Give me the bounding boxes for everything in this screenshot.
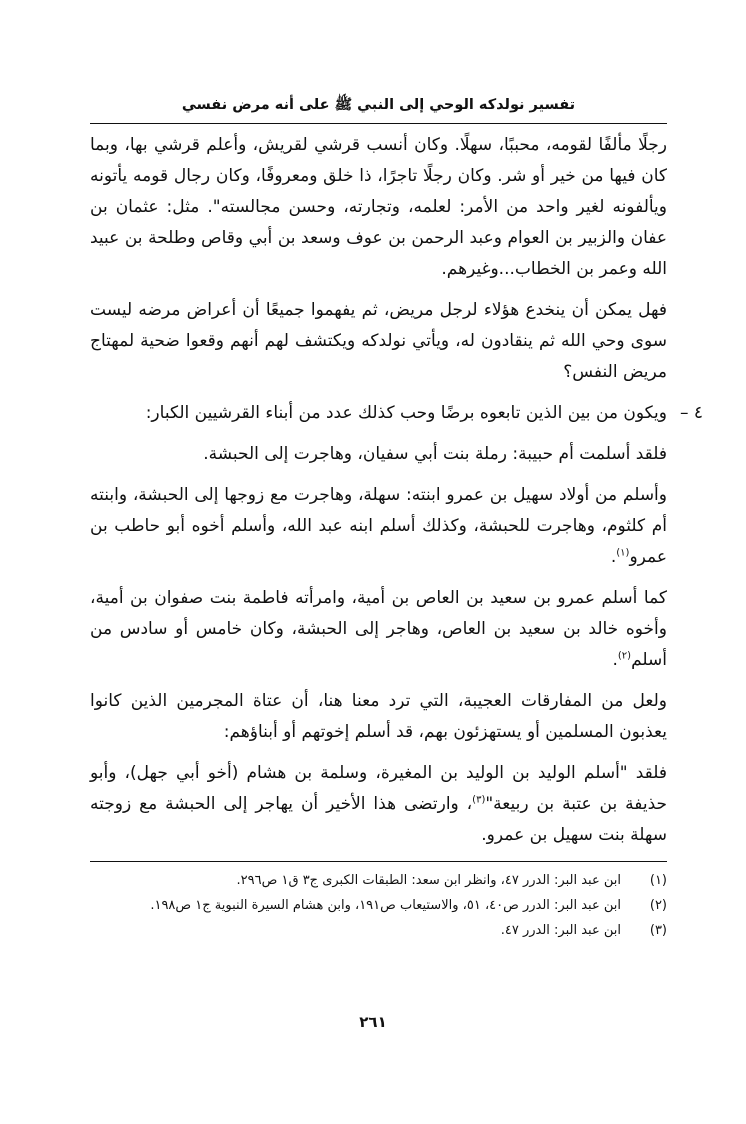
paragraph-irony: ولعل من المفارقات العجيبة، التي ترد معنا هنا، أن عتاة المجرمين الذين كانوا يعذبون المسلمين أو يستهزئون بهم، قد أسلم إخوتهم أو أبناؤهم:	[90, 691, 667, 742]
footnote-text: ابن عبد البر: الدرر ص٤٠، ٥١، والاستيعاب ص١٩١، وابن هشام السيرة النبوية ج١ ص١٩٨.	[150, 898, 621, 913]
footnote-number: (٢)	[649, 898, 667, 913]
footnote-number: (١)	[649, 873, 667, 888]
paragraph-walid-text: فلقد "أسلم الوليد بن الوليد بن المغيرة، وسلمة بن هشام (أخو أبي جهل)، وأبو حذيفة بن عتبة بن ربيعة"	[90, 763, 668, 814]
book-page	[90, 96, 703, 943]
paragraph-walid-tail: ، وارتضى هذا الأخير أن يهاجر إلى الحبشة مع زوجته سهلة بنت سهيل بن عمرو.	[90, 794, 667, 845]
footnote-ref-3[interactable]: (٣)	[472, 794, 486, 806]
paragraph-suhail	[90, 480, 667, 573]
paragraph-amr-tail: .	[612, 650, 618, 670]
footnote-text: ابن عبد البر: الدرر ٤٧، وانظر ابن سعد: الطبقات الكبرى ج٣ ق١ ص٢٩٦.	[236, 873, 621, 888]
paragraph-amr	[90, 583, 667, 676]
paragraph-intro: رجلًا مألفًا لقومه، محببًا، سهلًا. وكان أنسب قرشي لقريش، وأعلم قرشي بها، وبما كان فيها من خير أو شر. وكان رجلًا تاجرًا، ذا خلق ومعروفًا، وكان رجال قومه يأتونه ويألفونه لغير واحد من الأمر: لعلمه، وتجارته، وحسن مجالسته". مثل: عثمان بن عفان والزبير بن العوام وعبد الرحمن بن عوف وسعد بن أبي وقاص وطلحة بن عبيد الله وعمر بن الخطاب...وغيرهم.	[90, 135, 667, 279]
footnote-text: ابن عبد البر: الدرر ٤٧.	[500, 923, 621, 938]
list-item-4	[90, 398, 703, 429]
footnote-rule	[90, 861, 667, 862]
paragraph-suhail-tail: .	[610, 547, 617, 567]
footnote-2	[90, 893, 667, 918]
list-number: ٤ –	[679, 403, 703, 423]
running-header: تفسير نولدكه الوحي إلى النبي ﷺ على أنه مرض نفسي	[181, 97, 576, 113]
header-rule	[90, 123, 667, 124]
list-item-text: ويكون من بين الذين تابعوه برضًا وحب كذلك عدد من أبناء القرشيين الكبار:	[145, 403, 667, 423]
paragraph-walid	[90, 758, 667, 851]
footnote-1	[90, 868, 667, 893]
footnote-3	[90, 918, 667, 943]
footnotes	[90, 868, 667, 943]
footnote-ref-2[interactable]: (٢)	[617, 650, 632, 662]
paragraph-amr-text: كما أسلم عمرو بن سعيد بن العاص بن أمية، وامرأته فاطمة بنت صفوان بن أمية، وأخوه خالد بن سعيد بن العاص، وهاجر إلى الحبشة، وكان خامس أو سادس من أسلم	[90, 588, 667, 670]
footnote-number: (٣)	[649, 923, 667, 938]
body-text	[90, 130, 703, 851]
paragraph-question: فهل يمكن أن ينخدع هؤلاء لرجل مريض، ثم يفهموا جميعًا أن أعراض مرضه ليست سوى وحي الله ثم ينقادون له، ويأتي نولدكه ويكتشف لهم أنهم وقعوا ضحية لمهتاج مريض النفس؟	[90, 300, 667, 382]
paragraph-umm-habiba: فلقد أسلمت أم حبيبة: رملة بنت أبي سفيان، وهاجرت إلى الحبشة.	[203, 444, 667, 464]
page-number: ٢٦١	[359, 1013, 387, 1031]
footnote-ref-1[interactable]: (١)	[616, 547, 630, 559]
paragraph-suhail-text: وأسلم من أولاد سهيل بن عمرو ابنته: سهلة، وهاجرت مع زوجها إلى الحبشة، وابنته أم كلثوم، وهاجرت للحبشة، وكذلك أسلم ابنه عبد الله، وأسلم أخوه أبو حاطب بن عمرو	[90, 485, 667, 567]
